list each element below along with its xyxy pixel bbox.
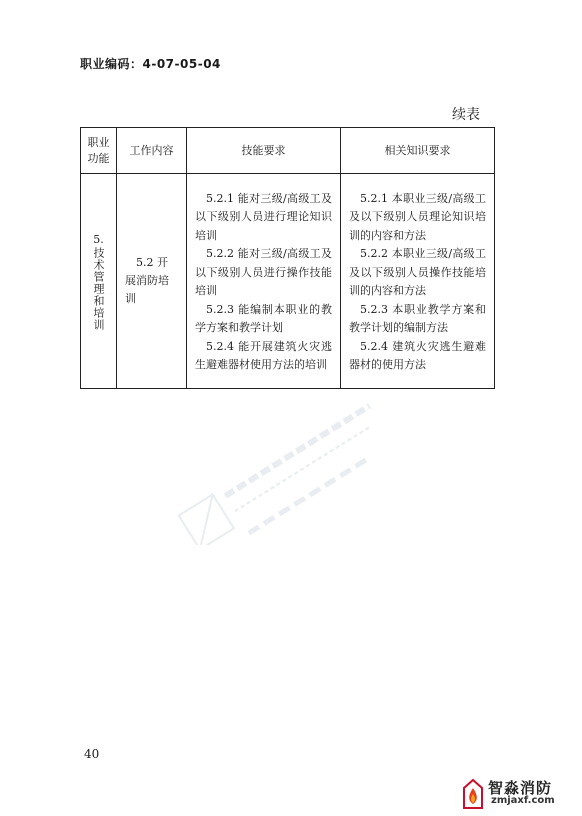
skills-cell bbox=[187, 174, 341, 389]
knowledge-item: 5.2.3 本职业教学方案和教学计划的编制方法 bbox=[349, 302, 486, 334]
logo-name: 智淼消防 bbox=[488, 779, 553, 797]
skill-item: 5.2.4 能开展建筑火灾逃生避难器材使用方法的培训 bbox=[195, 339, 332, 371]
function-number: 5. bbox=[93, 232, 104, 246]
knowledge-item: 5.2.4 建筑火灾逃生避难器材的使用方法 bbox=[349, 339, 486, 371]
table-header-row bbox=[81, 128, 495, 174]
function-cell bbox=[81, 174, 117, 389]
column-header-knowledge: 相关知识要求 bbox=[341, 128, 495, 174]
work-content-cell: 5.2 开展消防培训 bbox=[117, 174, 187, 389]
column-header-work-content: 工作内容 bbox=[117, 128, 187, 174]
logo-url: zmjaxf.com bbox=[491, 795, 555, 806]
page-number: 40 bbox=[84, 747, 100, 761]
skill-item: 5.2.1 能对三级/高级工及以下级别人员进行理论知识培训 bbox=[195, 191, 332, 242]
flame-logo-icon bbox=[458, 776, 488, 810]
knowledge-cell bbox=[341, 174, 495, 389]
occupation-code: 职业编码：4-07-05-04 bbox=[80, 57, 221, 71]
watermark-emblem bbox=[150, 395, 410, 545]
column-header-skills: 技能要求 bbox=[187, 128, 341, 174]
skill-item: 5.2.3 能编制本职业的教学方案和教学计划 bbox=[195, 302, 332, 334]
table-row bbox=[81, 174, 495, 389]
skills-table bbox=[80, 127, 495, 389]
column-header-function: 职业功能 bbox=[81, 128, 117, 174]
knowledge-item: 5.2.1 本职业三级/高级工及以下级别人员理论知识培训的内容和方法 bbox=[349, 191, 486, 242]
skill-item: 5.2.2 能对三级/高级工及以下级别人员进行操作技能培训 bbox=[195, 247, 332, 297]
site-logo bbox=[458, 776, 576, 810]
continued-table-label: 续表 bbox=[452, 107, 480, 123]
knowledge-item: 5.2.2 本职业三级/高级工及以下级别人员操作技能培训的内容和方法 bbox=[349, 247, 486, 297]
function-name: 技术管理和培训 bbox=[92, 246, 105, 331]
